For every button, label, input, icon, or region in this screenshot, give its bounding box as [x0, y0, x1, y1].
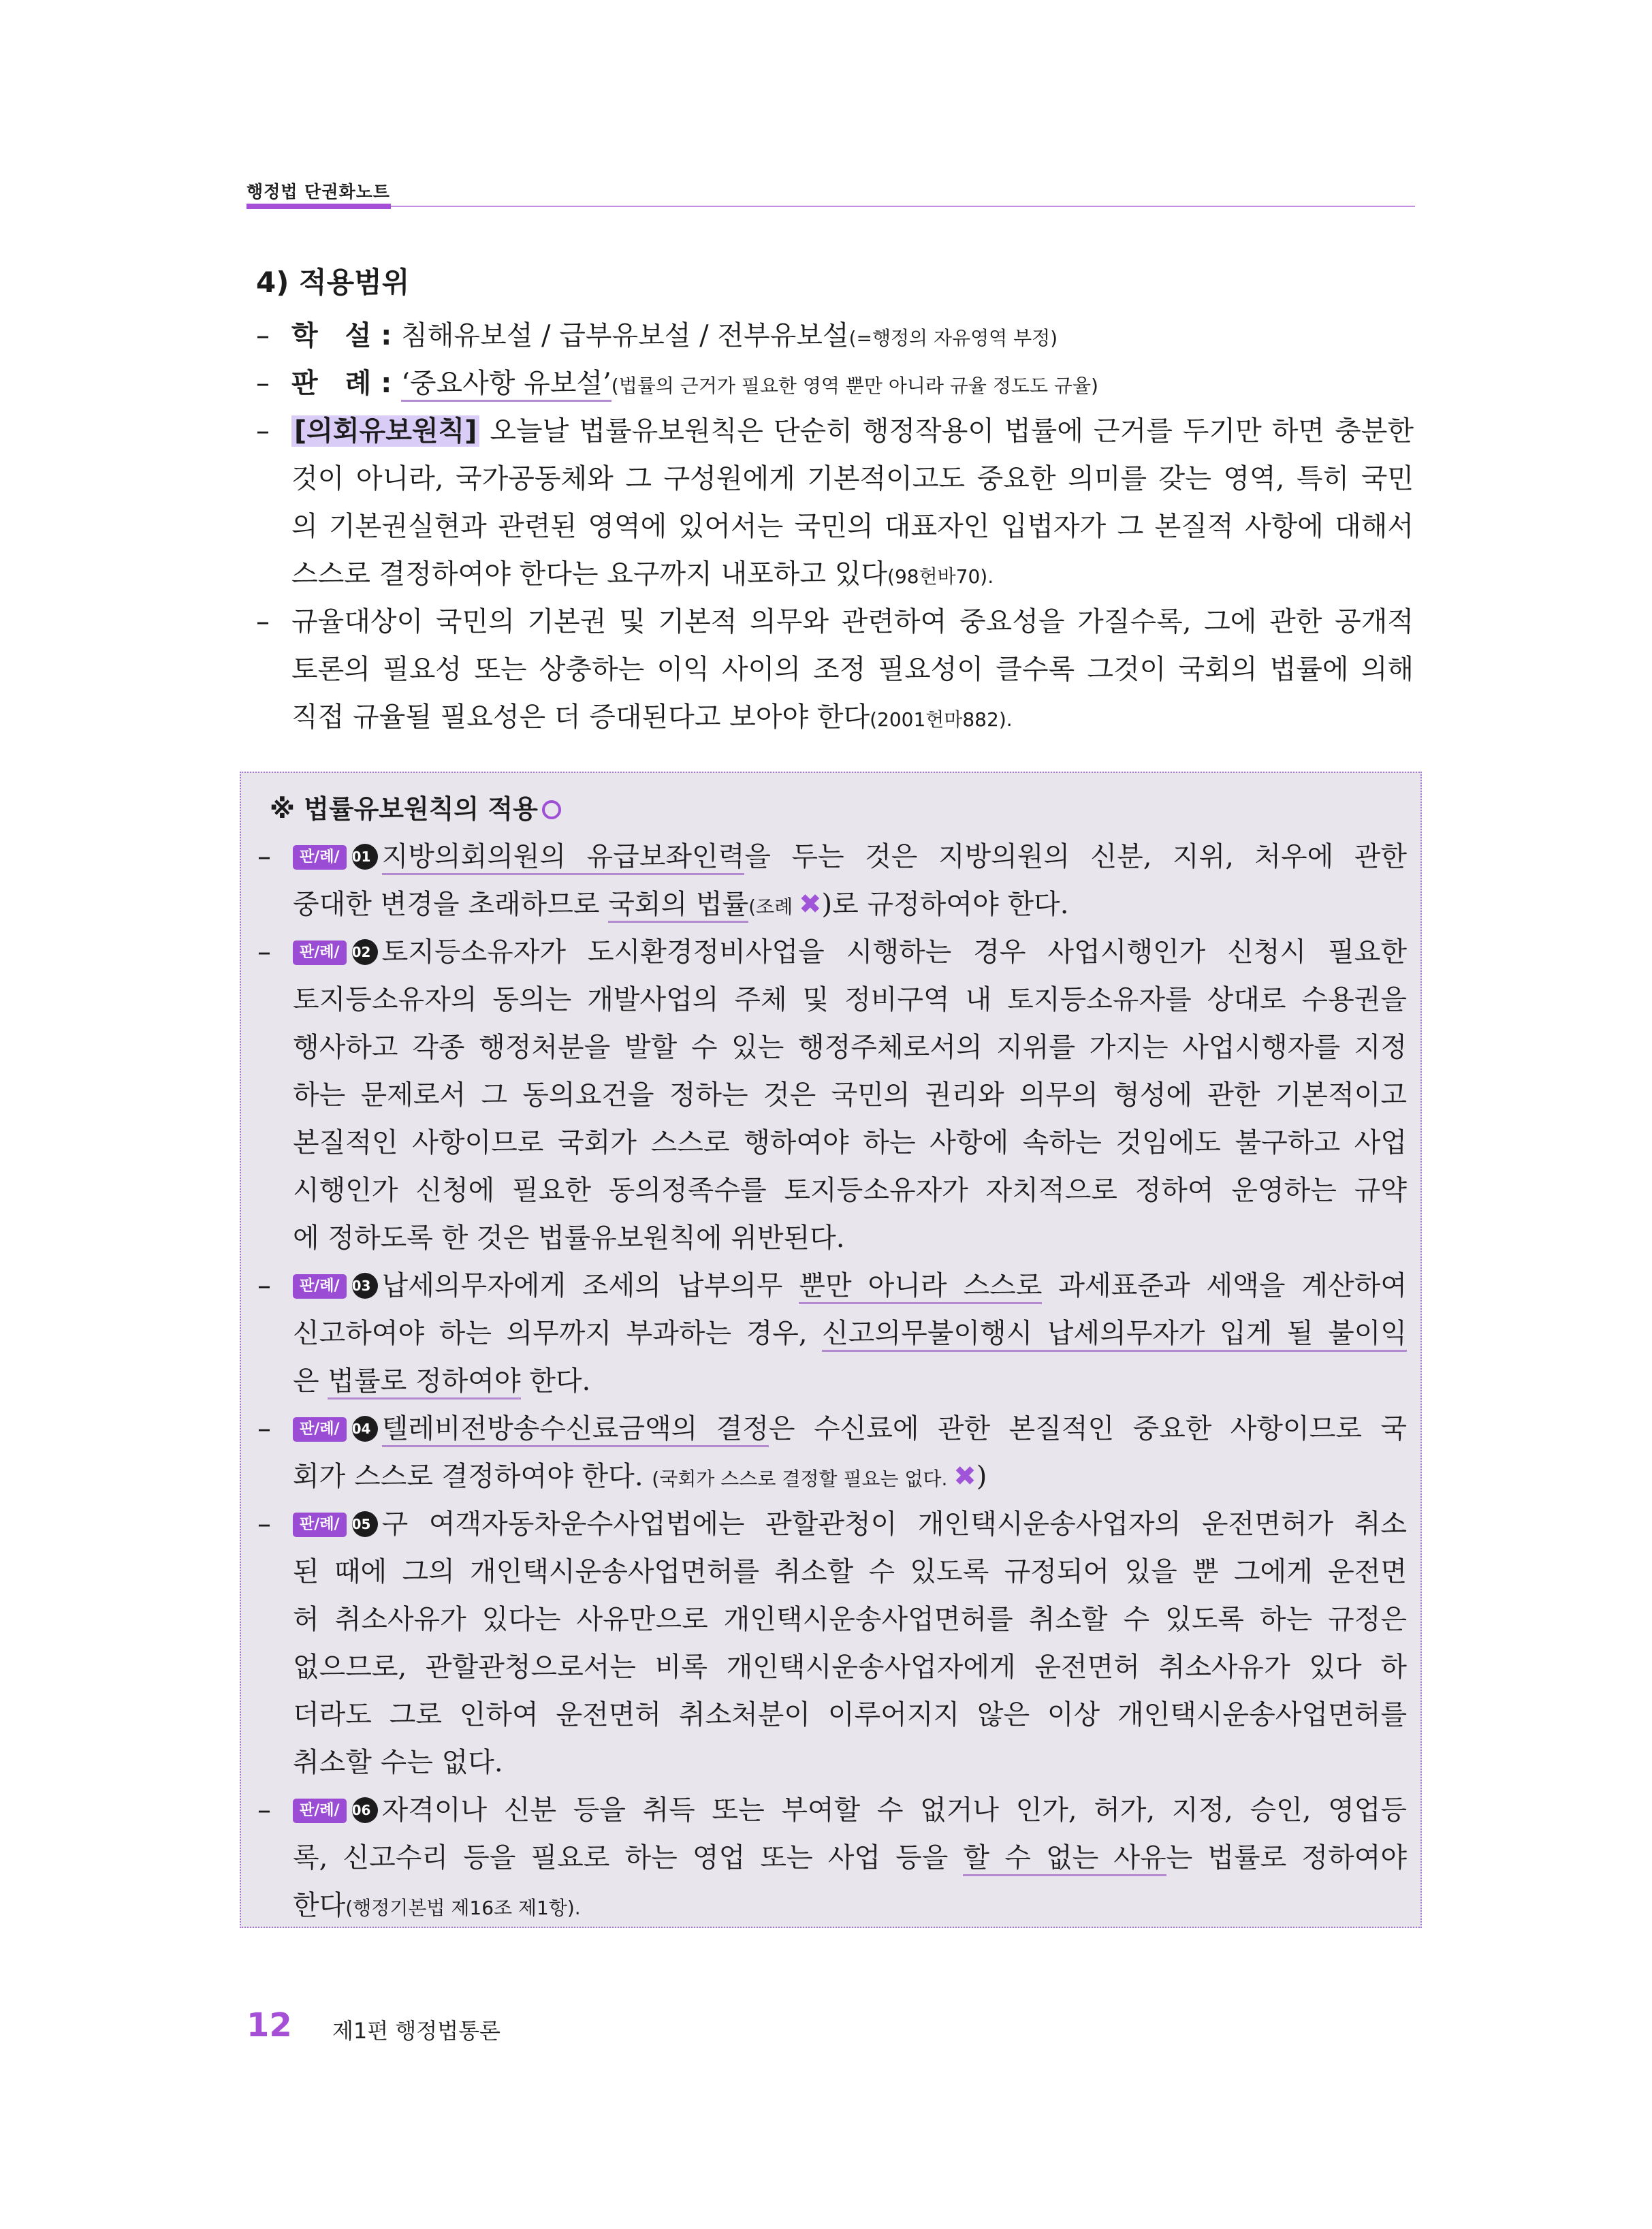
- number-badge: 03: [352, 1273, 378, 1299]
- header-accent-bar: [247, 204, 391, 209]
- theory-text: 침해유보설 / 급부유보설 / 전부유보설: [401, 320, 849, 351]
- running-head: 행정법 단권화노트: [247, 182, 390, 202]
- precedent-badge: 판/례/: [293, 1274, 347, 1299]
- footer-part-title: 제1편 행정법통론: [332, 2018, 501, 2044]
- circle-icon: [542, 800, 561, 819]
- number-badge: 05: [352, 1511, 378, 1537]
- parliament-reservation-tag: [의회유보원칙]: [291, 415, 479, 447]
- text-line: 은 법률로 정하여야 한다.: [257, 1357, 1407, 1405]
- precedent-label: 판 례: [291, 368, 372, 399]
- text-line: 없으므로, 관할관청으로서는 비록 개인택시운송사업자에게 운전면허 취소사유가 있다 하: [293, 1651, 1407, 1683]
- dash-mark: –: [256, 320, 270, 351]
- x-icon: ✖: [953, 1461, 976, 1492]
- text-line: 중대한 변경을 초래하므로 국회의 법률(조례 ✖)로 규정하여야 한다.: [257, 881, 1407, 928]
- text-line: 의 기본권실현과 관련된 영역에 있어서는 국민의 대표자인 입법자가 그 본질적 사항에 대해서: [291, 511, 1414, 542]
- case-02: – 판/례/ 02 토지등소유자가 도시환경정비사업을 시행하는 경우 사업시행인가 신청시 필요한: [257, 928, 1407, 976]
- text-line: 스스로 결정하여야 한다는 요구까지 내포하고 있다(98헌바70).: [291, 558, 994, 590]
- application-box: [240, 772, 1422, 1928]
- number-badge: 02: [352, 939, 378, 965]
- citation: (행정기본법 제16조 제1항).: [345, 1897, 581, 1919]
- text-line: 에 정하도록 한 것은 법률유보원칙에 위반된다.: [293, 1222, 845, 1254]
- text-line: 한다(행정기본법 제16조 제1항).: [293, 1890, 581, 1921]
- theory-label: 학 설: [291, 320, 372, 351]
- text-line: 신고하여야 하는 의무까지 부과하는 경우, 신고의무불이행시 납세의무자가 입게 될 불이익: [257, 1310, 1407, 1357]
- citation: (98헌바70).: [887, 565, 994, 588]
- case-06: – 판/례/ 06 자격이나 신분 등을 취득 또는 부여할 수 없거나 인가, 허가, 지정, 승인, 영업등: [257, 1786, 1407, 1834]
- case-01: – 판/례/ 01 지방의회의원의 유급보좌인력을 두는 것은 지방의원의 신분, 지위, 처우에 관한: [257, 833, 1407, 881]
- text-line: 취소할 수는 없다.: [293, 1747, 503, 1778]
- case-03: – 판/례/ 03 납세의무자에게 조세의 납부의무 뿐만 아니라 스스로 과세표준과 세액을 계산하여: [257, 1262, 1407, 1310]
- number-badge: 06: [352, 1797, 378, 1823]
- dash-mark: –: [257, 1508, 271, 1540]
- text-line: 행사하고 각종 행정처분을 발할 수 있는 행정주체로서의 지위를 가지는 사업시행자를 지정: [293, 1032, 1407, 1063]
- x-icon: ✖: [799, 889, 822, 920]
- precedent-badge: 판/례/: [293, 940, 347, 965]
- case-04: – 판/례/ 04 텔레비전방송수신료금액의 결정은 수신료에 관한 본질적인 중요한 사항이므로 국: [257, 1405, 1407, 1453]
- case-05: – 판/례/ 05 구 여객자동차운수사업법에는 관할관청이 개인택시운송사업자의 운전면허가 취소: [257, 1500, 1407, 1548]
- citation: (2001헌마882).: [870, 708, 1013, 731]
- section-title: 4) 적용범위: [256, 266, 410, 299]
- precedent-badge: 판/례/: [293, 1799, 347, 1823]
- text-line: 허 취소사유가 있다는 사유만으로 개인택시운송사업면허를 취소할 수 있도록 하는 규정은: [293, 1604, 1407, 1635]
- bullet-importance: – 규율대상이 국민의 기본권 및 기본적 의무와 관련하여 중요성을 가질수록, 그에 관한 공개적: [256, 598, 1414, 646]
- dash-mark: –: [257, 936, 271, 968]
- box-body: [257, 833, 1407, 1929]
- dash-mark: –: [257, 1413, 271, 1444]
- number-badge: 01: [352, 844, 378, 870]
- text-line: 토론의 필요성 또는 상충하는 이익 사이의 조정 필요성이 클수록 그것이 국회의 법률에 의해: [291, 654, 1414, 685]
- text-line: 것이 아니라, 국가공동체와 그 구성원에게 기본적이고도 중요한 의미를 갖는 영역, 특히 국민: [291, 463, 1414, 494]
- bullet-theory: – 학 설 : 침해유보설 / 급부유보설 / 전부유보설(=행정의 자유영역 부정): [256, 312, 1414, 360]
- theory-note: (=행정의 자유영역 부정): [848, 327, 1058, 349]
- scope-bullets: [256, 312, 1414, 741]
- box-title: ※ 법률유보원칙의 적용: [270, 785, 561, 833]
- text-line: 록, 신고수리 등을 필요로 하는 영업 또는 사업 등을 할 수 없는 사유는 법률로 정하여야: [257, 1834, 1407, 1882]
- header-rule: [247, 206, 1415, 207]
- dash-mark: –: [257, 841, 271, 872]
- bullet-precedent: – 판 례 : ‘중요사항 유보설’(법률의 근거가 필요한 영역 뿐만 아니라 규율 정도도 규율): [256, 360, 1414, 407]
- precedent-badge: 판/례/: [293, 845, 347, 870]
- text-line: 회가 스스로 결정하여야 한다. (국회가 스스로 결정할 필요는 없다. ✖): [293, 1461, 987, 1492]
- text-line: 본질적인 사항이므로 국회가 스스로 행하여야 하는 사항에 속하는 것임에도 불구하고 사업: [293, 1127, 1407, 1158]
- dash-mark: –: [257, 1795, 271, 1826]
- text-line: 직접 규율될 필요성은 더 증대된다고 보아야 한다(2001헌마882).: [291, 701, 1013, 733]
- text-line: 토지등소유자의 동의는 개발사업의 주체 및 정비구역 내 토지등소유자를 상대로 수용권을: [293, 984, 1407, 1015]
- text-line: 시행인가 신청에 필요한 동의정족수를 토지등소유자가 자치적으로 정하여 운영하는 규약: [293, 1175, 1407, 1206]
- precedent-note: (법률의 근거가 필요한 영역 뿐만 아니라 규율 정도도 규율): [611, 375, 1098, 397]
- page-number: 12: [247, 2006, 292, 2044]
- dash-mark: –: [256, 368, 270, 399]
- number-badge: 04: [352, 1416, 378, 1442]
- precedent-text: ‘중요사항 유보설’: [401, 368, 611, 402]
- text-line: 더라도 그로 인하여 운전면허 취소처분이 이루어지지 않은 이상 개인택시운송사업면허를: [293, 1699, 1407, 1730]
- precedent-badge: 판/례/: [293, 1417, 347, 1442]
- bullet-parliament-reservation: – [의회유보원칙] 오늘날 법률유보원칙은 단순히 행정작용이 법률에 근거를 두기만 하면 충분한: [256, 407, 1414, 455]
- text-line: 하는 문제로서 그 동의요건을 정하는 것은 국민의 권리와 의무의 형성에 관한 기본적이고: [293, 1079, 1407, 1111]
- text-line: 된 때에 그의 개인택시운송사업면허를 취소할 수 있도록 규정되어 있을 뿐 그에게 운전면: [293, 1556, 1407, 1587]
- dash-mark: –: [256, 606, 270, 637]
- dash-mark: –: [256, 415, 270, 447]
- precedent-badge: 판/례/: [293, 1513, 347, 1537]
- dash-mark: –: [257, 1270, 271, 1301]
